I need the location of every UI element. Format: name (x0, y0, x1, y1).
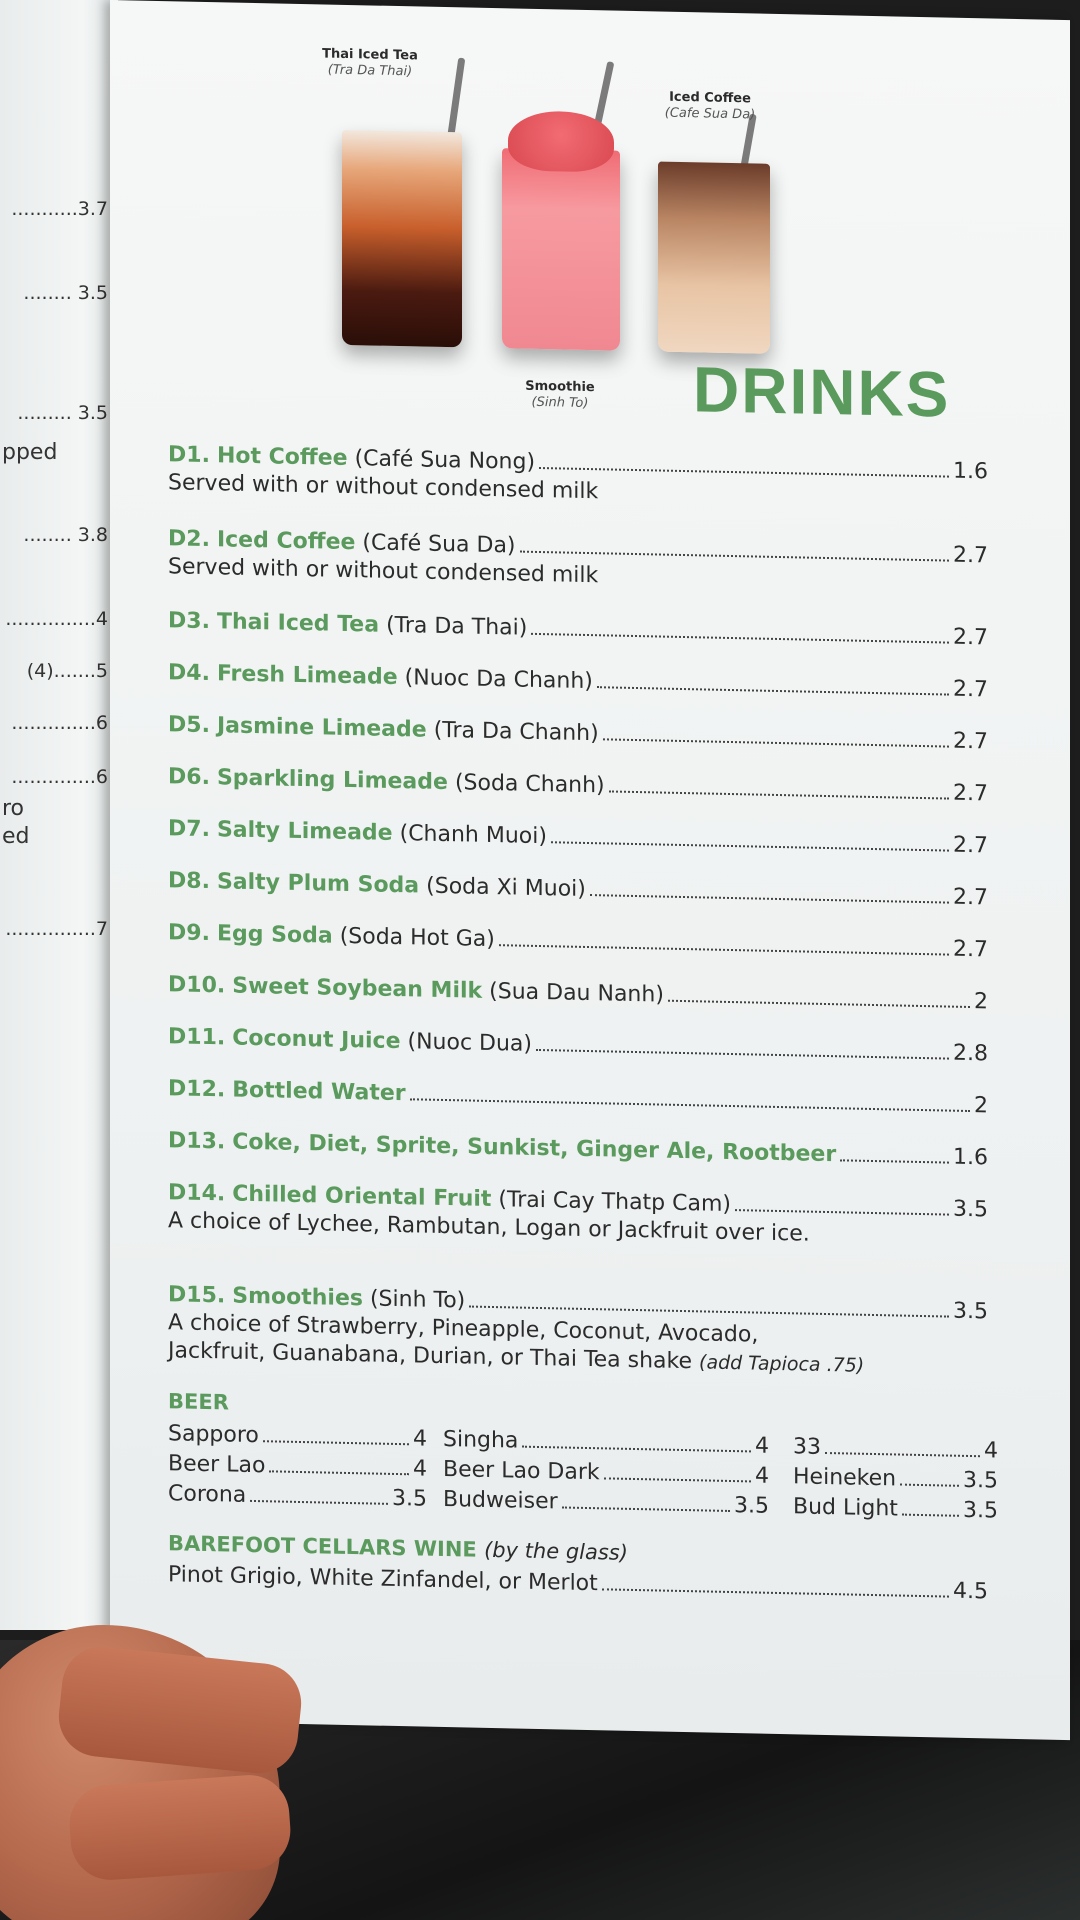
photo-caption-thai: Thai Iced Tea (Tra Da Thai) (322, 46, 418, 80)
leader-dots (603, 738, 949, 747)
beer-item (443, 1487, 793, 1524)
item-price: 2 (974, 989, 988, 1015)
item-name: Thai Iced Tea (216, 609, 380, 638)
item-code: D15. (168, 1282, 226, 1309)
drink-item (168, 815, 988, 860)
beer-name: Singha (443, 1426, 519, 1454)
leader-dots (499, 944, 949, 955)
item-code: D11. (168, 1024, 226, 1051)
item-price: 3.5 (953, 1298, 988, 1325)
beer-price: 4 (755, 1463, 769, 1489)
drink-list (168, 441, 988, 1377)
leader-dots (562, 1506, 730, 1512)
drink-item (168, 971, 988, 1016)
drink-item (168, 607, 988, 652)
item-name: Coke, Diet, Sprite, Sunkist, Ginger Ale, Rootbeer (232, 1129, 837, 1168)
beer-price: 3.5 (392, 1485, 427, 1512)
finger (67, 1772, 293, 1882)
item-name: Salty Limeade (216, 817, 393, 846)
item-name: Egg Soda (216, 921, 333, 949)
item-price: 1.6 (953, 1144, 988, 1171)
leader-dots (902, 1514, 959, 1517)
beer-list (168, 1421, 998, 1528)
leader-dots (825, 1452, 980, 1457)
leader-dots (668, 1000, 970, 1008)
item-code: D6. (168, 764, 210, 791)
leader-dots (604, 1477, 751, 1482)
item-name: Fresh Limeade (216, 661, 398, 691)
iced-coffee-photo (658, 161, 770, 353)
smoothie-photo (502, 148, 620, 350)
beer-name: Bud Light (793, 1494, 898, 1522)
item-vietnamese-name: (Tra Da Thai) (386, 612, 528, 641)
item-vietnamese-name: (Soda Chanh) (454, 770, 605, 799)
item-vietnamese-name: (Café Sua Nong) (354, 446, 536, 475)
beer-price: 3.5 (963, 1467, 998, 1494)
photo-caption-smoothie: Smoothie (Sinh To) (525, 378, 595, 412)
left-page-row: ..............6 (11, 712, 108, 734)
beer-price: 4 (413, 1426, 427, 1452)
drink-item (168, 1075, 988, 1120)
beer-price: 3.5 (963, 1497, 998, 1524)
item-code: D12. (168, 1076, 226, 1103)
beer-name: Budweiser (443, 1486, 558, 1515)
item-code: D5. (168, 712, 210, 739)
photo-caption-iced: Iced Coffee (Cafe Sua Da) (664, 89, 756, 123)
beer-name: 33 (793, 1434, 821, 1460)
left-page-row: ...........3.7 (11, 198, 108, 220)
item-price: 1.6 (953, 458, 988, 485)
leader-dots (602, 1588, 949, 1597)
beer-item (168, 1481, 443, 1517)
left-page-word: ro (2, 796, 25, 821)
thai-iced-tea-photo (342, 130, 462, 348)
item-description: A choice of Lychee, Rambutan, Logan or Jackfruit over ice. (168, 1208, 810, 1247)
beer-price: 4 (413, 1456, 427, 1482)
leader-dots (410, 1098, 970, 1112)
item-description: A choice of Strawberry, Pineapple, Coconut, Avocado, (168, 1310, 759, 1348)
item-description: Served with or without condensed milk (168, 554, 599, 589)
item-price: 2.7 (953, 884, 988, 911)
item-name: Bottled Water (232, 1077, 406, 1107)
item-price: 2.7 (953, 624, 988, 651)
item-code: D14. (168, 1180, 226, 1207)
drink-item (168, 659, 988, 704)
drink-item (168, 1023, 988, 1068)
item-vietnamese-name: (Nuoc Dua) (407, 1029, 532, 1057)
item-name: Iced Coffee (216, 527, 356, 556)
item-code: D2. (168, 526, 210, 553)
item-vietnamese-name: (Soda Xi Muoi) (426, 873, 586, 902)
leader-dots (735, 1209, 949, 1215)
leader-dots (263, 1440, 409, 1445)
drink-item (168, 441, 988, 514)
left-menu-page (0, 0, 118, 1630)
item-name: Chilled Oriental Fruit (232, 1181, 492, 1212)
left-page-row: (4).......5 (26, 660, 108, 682)
leader-dots (590, 894, 949, 904)
page-title: DRINKS (693, 353, 951, 431)
item-price: 2.7 (953, 542, 988, 569)
drink-item (168, 1281, 988, 1382)
leader-dots (520, 551, 949, 562)
item-vietnamese-name: (Trai Cay Thatp Cam) (498, 1187, 732, 1218)
item-price: 2.8 (953, 1040, 988, 1067)
item-name: Smoothies (232, 1283, 363, 1312)
beer-item (793, 1434, 998, 1468)
left-page-row: ..............6 (11, 766, 108, 788)
beer-price: 4 (755, 1433, 769, 1459)
item-price: 2 (974, 1093, 988, 1119)
leader-dots (539, 467, 949, 478)
item-description: Jackfruit, Guanabana, Durian, or Thai Tea shake (add Tapioca .75) (168, 1338, 865, 1377)
beer-item (793, 1464, 998, 1498)
leader-dots (900, 1484, 959, 1487)
item-name: Coconut Juice (232, 1025, 401, 1055)
beer-price: 4 (984, 1438, 998, 1464)
drink-item (168, 711, 988, 756)
beer-name: Corona (168, 1481, 247, 1508)
left-page-row: ......... 3.5 (17, 402, 108, 424)
leader-dots (597, 686, 949, 695)
left-page-row: ...............7 (5, 918, 108, 940)
item-name: Jasmine Limeade (216, 713, 427, 743)
drink-item (168, 1127, 988, 1172)
item-price: 2.7 (953, 936, 988, 963)
item-code: D10. (168, 972, 226, 999)
beer-name: Sapporo (168, 1421, 259, 1449)
item-name: Sparkling Limeade (216, 765, 448, 796)
leader-dots (840, 1159, 949, 1163)
beer-name: Beer Lao (168, 1451, 266, 1479)
item-code: D8. (168, 868, 210, 895)
item-price: 2.7 (953, 676, 988, 703)
drinks-menu-page (110, 0, 1070, 1740)
item-name: Sweet Soybean Milk (232, 973, 483, 1004)
left-page-row: ...............4 (5, 608, 108, 630)
item-code: D1. (168, 442, 210, 469)
item-code: D9. (168, 920, 210, 947)
beer-price: 3.5 (734, 1493, 769, 1519)
item-price: 2.7 (953, 728, 988, 755)
item-vietnamese-name: (Chanh Muoi) (399, 821, 547, 850)
beer-name: Heineken (793, 1464, 897, 1492)
item-name: Salty Plum Soda (216, 869, 420, 899)
item-vietnamese-name: (Sinh To) (369, 1286, 466, 1314)
item-name: Hot Coffee (216, 443, 348, 471)
beer-name: Beer Lao Dark (443, 1456, 600, 1486)
item-price: 2.7 (953, 832, 988, 859)
leader-dots (551, 841, 949, 851)
beer-item (793, 1494, 998, 1528)
item-code: D13. (168, 1128, 226, 1155)
item-vietnamese-name: (Sua Dau Nanh) (489, 978, 664, 1008)
item-code: D4. (168, 660, 210, 687)
item-vietnamese-name: (Soda Hot Ga) (339, 923, 495, 953)
item-code: D7. (168, 816, 210, 843)
leader-dots (469, 1306, 949, 1318)
drink-item (168, 763, 988, 808)
wine-heading: BAREFOOT CELLARS WINE (by the glass) (168, 1531, 628, 1565)
leader-dots (531, 633, 949, 644)
left-page-word: ed (2, 824, 30, 849)
drink-item (168, 919, 988, 964)
drink-photos (210, 32, 770, 444)
item-description: Served with or without condensed milk (168, 470, 599, 505)
beer-heading: BEER (168, 1389, 229, 1415)
item-code: D3. (168, 608, 210, 635)
left-page-row: ........ 3.8 (23, 524, 108, 546)
item-price: 3.5 (953, 1196, 988, 1223)
item-price: 2.7 (953, 780, 988, 807)
leader-dots (536, 1049, 949, 1060)
wine-item: Pinot Grigio, White Zinfandel, or Merlot 4.5 (168, 1562, 988, 1605)
drink-item (168, 867, 988, 912)
leader-dots (250, 1500, 388, 1505)
leader-dots (609, 790, 949, 799)
leader-dots (522, 1446, 751, 1453)
drink-item (168, 525, 988, 598)
item-vietnamese-name: (Tra Da Chanh) (433, 717, 599, 747)
left-page-word: pped (2, 440, 58, 465)
drink-item (168, 1179, 988, 1252)
item-vietnamese-name: (Nuoc Da Chanh) (404, 665, 593, 695)
leader-dots (269, 1470, 409, 1475)
left-page-row: ........ 3.5 (23, 282, 108, 304)
item-vietnamese-name: (Café Sua Da) (362, 530, 516, 559)
